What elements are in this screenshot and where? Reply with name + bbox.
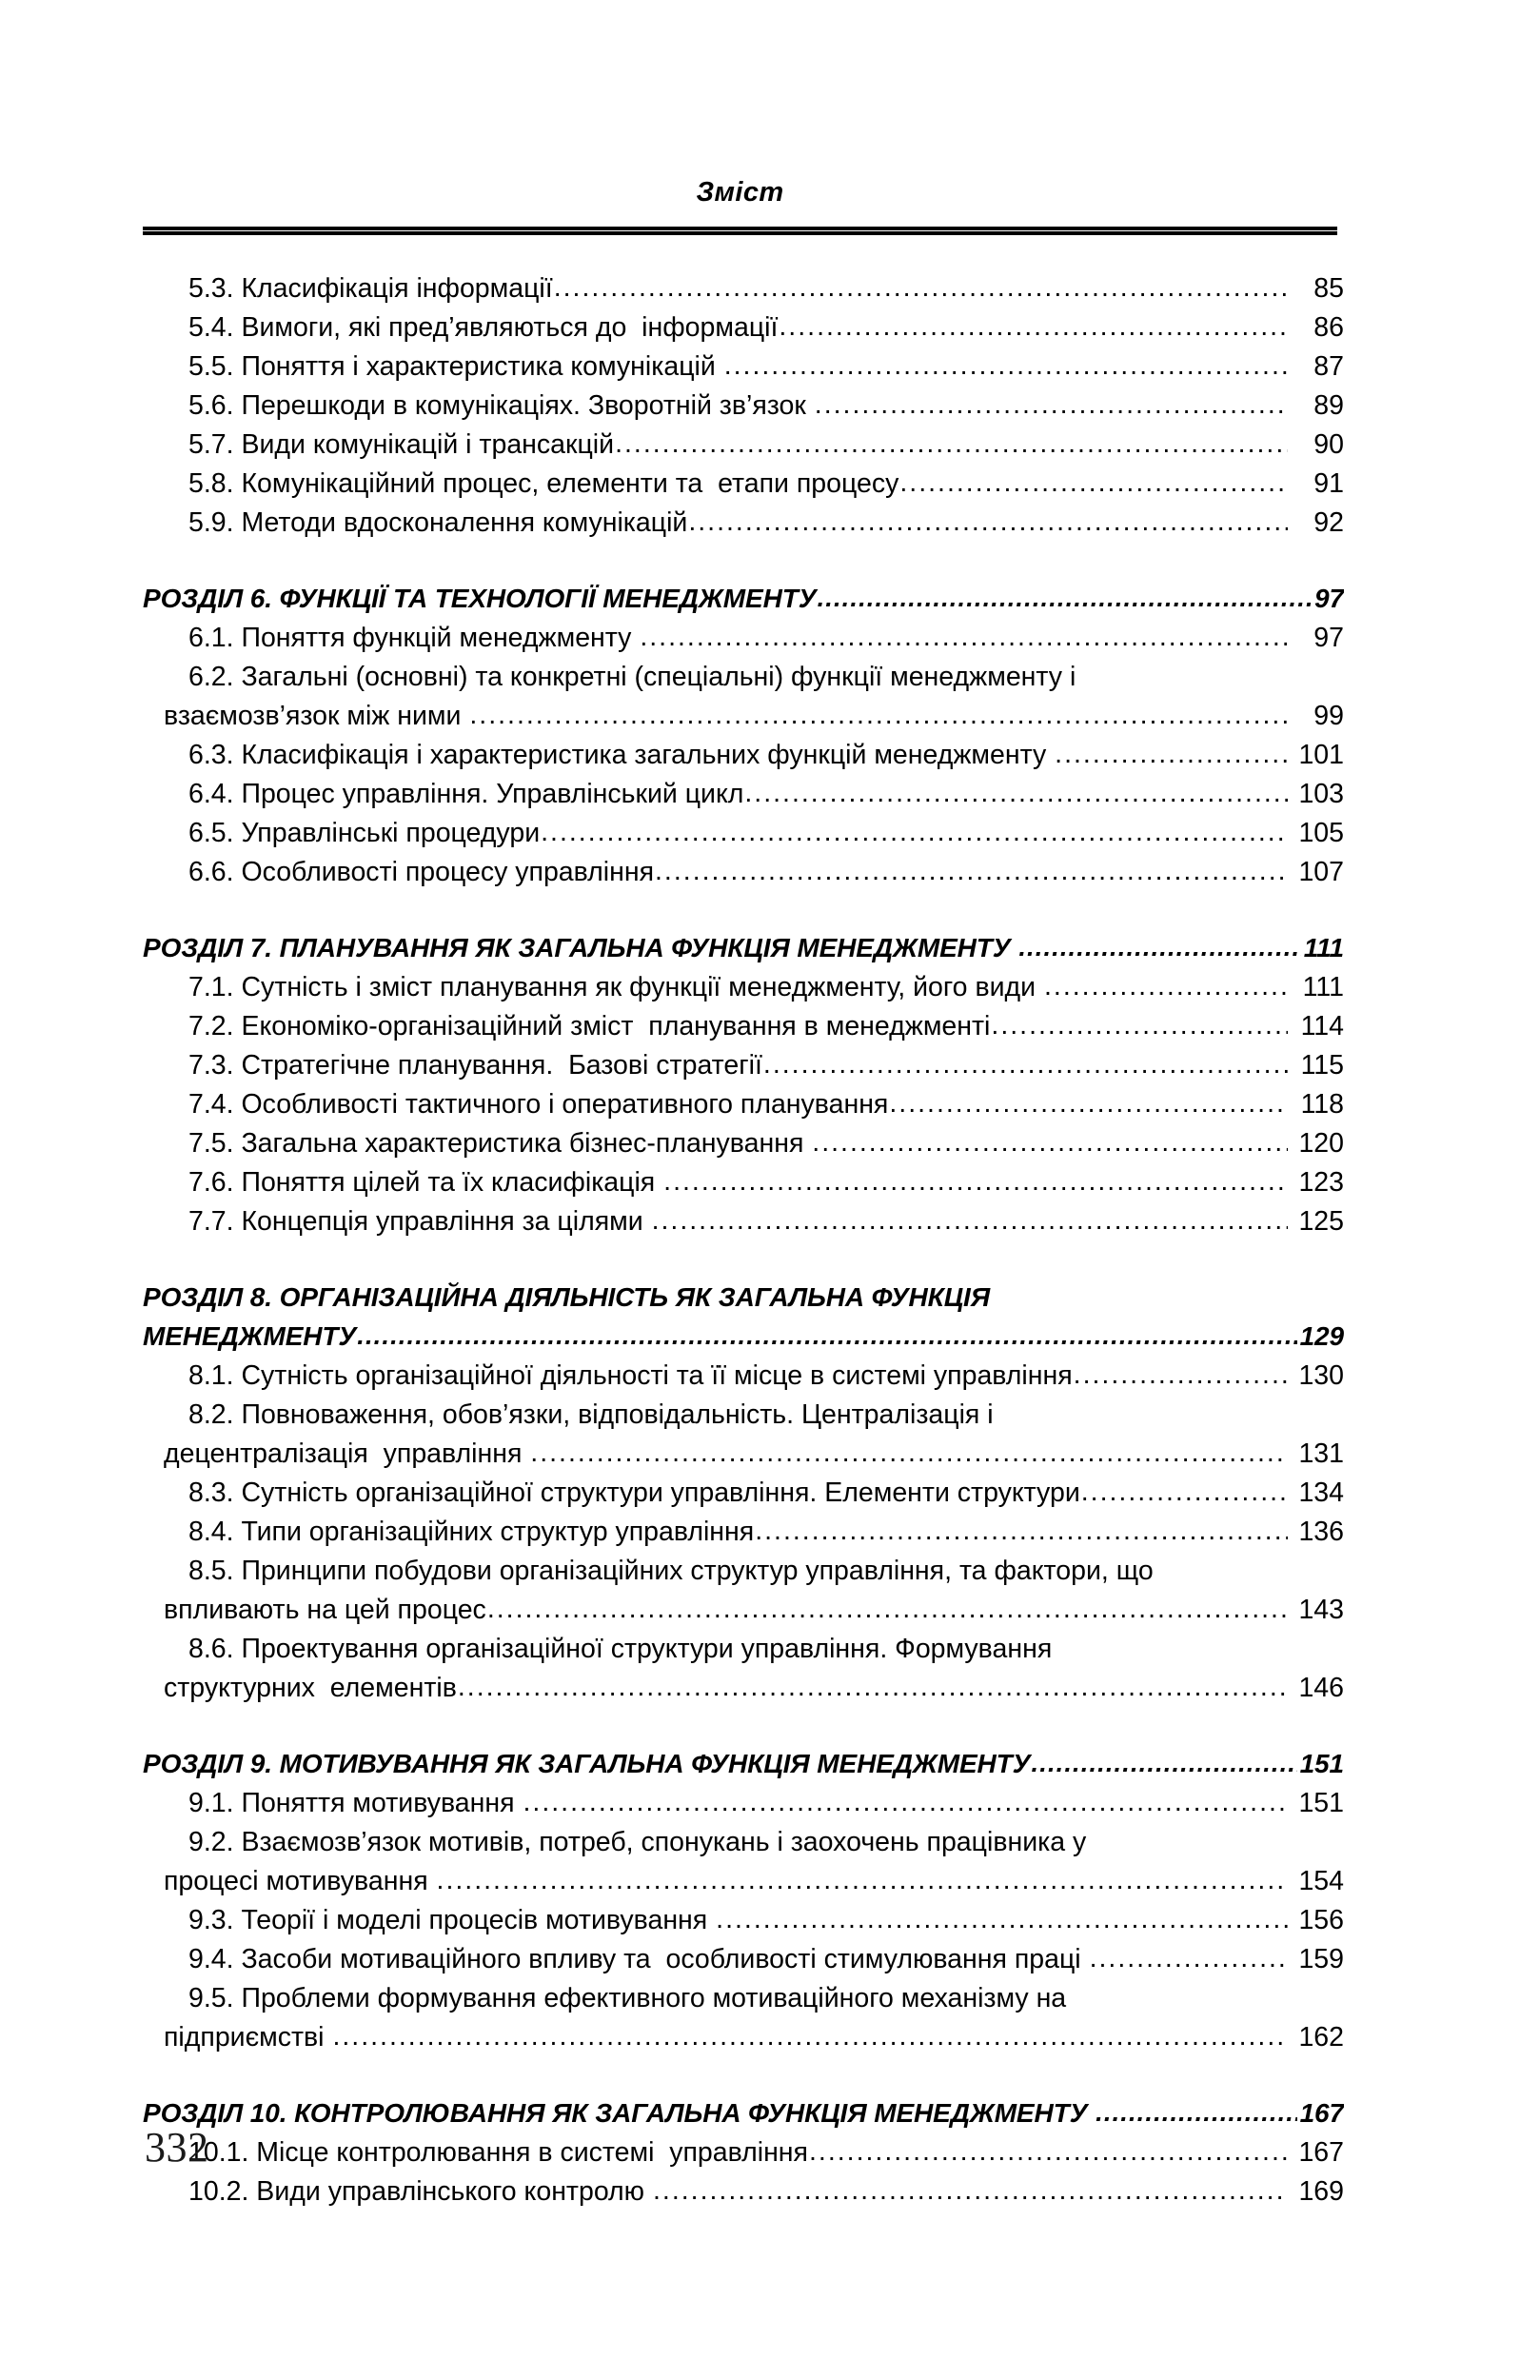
- toc-group-chapter-9: [143, 1744, 1344, 2057]
- toc-chapter-entry[interactable]: [143, 579, 1344, 619]
- toc-section-entry[interactable]: [143, 1823, 1344, 1862]
- toc-section-entry[interactable]: [143, 1085, 1344, 1124]
- toc-entry-label: 8.1. Сутність організаційної діяльності та її місце в системі управління: [188, 1360, 1073, 1391]
- toc-page-number: 129: [1299, 1321, 1344, 1351]
- toc-section-entry[interactable]: [143, 1669, 1344, 1708]
- toc-page-number: 136: [1298, 1517, 1344, 1547]
- toc-entry-label: 8.3. Сутність організаційної структури управління. Елементи структури: [188, 1478, 1080, 1508]
- toc-entry-label: 9.4. Засоби мотиваційного впливу та особливості стимулювання праці: [188, 1944, 1089, 1974]
- toc-entry-row: [143, 1317, 1344, 1357]
- toc-dot-leader: [991, 1007, 1288, 1045]
- toc-page-number: 169: [1298, 2176, 1344, 2207]
- toc-dot-leader: [554, 269, 1288, 307]
- toc-entry-row: [188, 2133, 1344, 2172]
- toc-entry-row: [188, 2172, 1344, 2211]
- toc-chapter-entry[interactable]: [143, 1744, 1344, 1784]
- toc-section-entry[interactable]: [143, 1202, 1344, 1241]
- toc-page-number: 92: [1313, 507, 1344, 538]
- toc-entry-label: РОЗДІЛ 10. КОНТРОЛЮВАННЯ ЯК ЗАГАЛЬНА ФУНКЦІЯ МЕНЕДЖМЕНТУ: [143, 2098, 1096, 2128]
- toc-entry-label: 8.4. Типи організаційних структур управління: [188, 1517, 755, 1547]
- toc-entry-row: [164, 697, 1344, 736]
- toc-page-number: 167: [1298, 2137, 1344, 2168]
- toc-entry-label: РОЗДІЛ 6. ФУНКЦІЇ ТА ТЕХНОЛОГІЇ МЕНЕДЖМЕНТУ: [143, 584, 817, 613]
- toc-page-number: 120: [1298, 1128, 1344, 1159]
- toc-group-chapter-7: [143, 928, 1344, 1241]
- toc-entry-label: 8.6. Проектування організаційної структури управління. Формування: [188, 1634, 1053, 1664]
- toc-section-entry[interactable]: [143, 968, 1344, 1007]
- toc-dot-leader: [458, 1669, 1288, 1707]
- toc-entry-row: [188, 1202, 1344, 1241]
- header-double-rule: [143, 227, 1337, 235]
- toc-entry-row: [188, 1940, 1344, 1979]
- toc-entry-row: [164, 1669, 1344, 1708]
- toc-page-number: 87: [1313, 351, 1344, 382]
- toc-dot-leader: [899, 465, 1288, 503]
- toc-entry-row: [188, 619, 1344, 658]
- toc-entry-label: РОЗДІЛ 7. ПЛАНУВАННЯ ЯК ЗАГАЛЬНА ФУНКЦІЯ МЕНЕДЖМЕНТУ: [143, 933, 1018, 962]
- toc-dot-leader: [1055, 736, 1288, 774]
- toc-dot-leader: [663, 1163, 1288, 1201]
- toc-section-entry[interactable]: [143, 1513, 1344, 1552]
- toc-dot-leader: [469, 697, 1288, 735]
- toc-dot-leader: [779, 308, 1288, 347]
- toc-dot-leader: [437, 1862, 1288, 1900]
- toc-page-number: 91: [1313, 468, 1344, 499]
- toc-dot-leader: [487, 1591, 1288, 1629]
- toc-page-number: 90: [1313, 429, 1344, 460]
- toc-page-number: 97: [1313, 623, 1344, 653]
- toc-page-number: 156: [1298, 1905, 1344, 1935]
- toc-dot-leader: [640, 619, 1288, 657]
- toc-section-entry[interactable]: [143, 1979, 1344, 2018]
- toc-entry-label: 7.4. Особливості тактичного і оперативного планування: [188, 1089, 889, 1120]
- toc-page-number: 151: [1299, 1749, 1344, 1778]
- toc-entry-row: [188, 1513, 1344, 1552]
- toc-entry-label: 9.2. Взаємозв’язок мотивів, потреб, спонукань і заохочень працівника у: [188, 1827, 1087, 1857]
- toc-entry-label: 10.2. Види управлінського контролю: [188, 2176, 652, 2207]
- toc-entry-label: 7.1. Сутність і зміст планування як функції менеджменту, його види: [188, 972, 1043, 1002]
- toc-dot-leader: [653, 2172, 1288, 2211]
- toc-entry-row: [164, 1435, 1344, 1474]
- toc-dot-leader: [818, 579, 1312, 618]
- toc-page-number: 114: [1300, 1011, 1344, 1041]
- toc-section-entry[interactable]: [143, 2172, 1344, 2211]
- toc-section-entry[interactable]: [143, 387, 1344, 426]
- toc-dot-leader: [763, 1046, 1288, 1084]
- toc-page-number: 97: [1314, 584, 1344, 613]
- toc-entry-label: 6.1. Поняття функцій менеджменту: [188, 623, 640, 653]
- toc-entry-row: [188, 426, 1344, 465]
- toc-entry-row: [188, 1007, 1344, 1046]
- toc-entry-label: 6.4. Процес управління. Управлінський цикл: [188, 779, 744, 809]
- toc-dot-leader: [724, 347, 1288, 386]
- toc-entry-label: РОЗДІЛ 8. ОРГАНІЗАЦІЙНА ДІЯЛЬНІСТЬ ЯК ЗАГАЛЬНА ФУНКЦІЯ: [143, 1282, 991, 1312]
- toc-page-number: 123: [1298, 1167, 1344, 1198]
- toc-entry-row: [188, 853, 1344, 892]
- toc-entry-row: [188, 1474, 1344, 1513]
- toc-entry-row: [143, 2093, 1344, 2133]
- toc-section-entry[interactable]: [143, 736, 1344, 775]
- toc-section-entry[interactable]: [143, 1862, 1344, 1901]
- toc-dot-leader: [1074, 1357, 1288, 1395]
- toc-entry-row: [188, 814, 1344, 853]
- toc-page-number: 85: [1313, 273, 1344, 304]
- toc-dot-leader: [357, 1317, 1296, 1356]
- toc-section-entry[interactable]: [143, 1901, 1344, 1940]
- toc-section-entry[interactable]: [143, 1474, 1344, 1513]
- toc-section-entry[interactable]: [143, 269, 1344, 308]
- toc-entry-row: [188, 1124, 1344, 1163]
- toc-dot-leader: [744, 775, 1288, 813]
- toc-entry-label: 5.4. Вимоги, які пред’являються до інформації: [188, 312, 779, 343]
- toc-entry-row: [188, 1357, 1344, 1396]
- toc-dot-leader: [523, 1784, 1288, 1822]
- toc-section-entry[interactable]: [143, 1940, 1344, 1979]
- toc-entry-row: [188, 1046, 1344, 1085]
- toc-dot-leader: [809, 2133, 1288, 2172]
- toc-entry-label: 10.1. Місце контролювання в системі управління: [188, 2137, 808, 2168]
- toc-chapter-entry[interactable]: [143, 928, 1344, 968]
- toc-group-chapter-6: [143, 579, 1344, 892]
- toc-entry-row: [188, 1163, 1344, 1202]
- toc-group-chapter-10: [143, 2093, 1344, 2211]
- toc-entry-label: 5.7. Види комунікацій і трансакцій: [188, 429, 615, 460]
- toc-entry-label: взаємозв’язок між ними: [164, 701, 469, 731]
- toc-entry-label: 5.9. Методи вдосконалення комунікацій: [188, 507, 688, 538]
- toc-section-entry[interactable]: [143, 697, 1344, 736]
- toc-dot-leader: [889, 1085, 1288, 1123]
- toc-page-number: 105: [1298, 818, 1344, 848]
- toc-entry-label: 7.7. Концепція управління за цілями: [188, 1206, 651, 1237]
- toc-section-entry[interactable]: [143, 1784, 1344, 1823]
- toc-page-number: 101: [1298, 740, 1344, 770]
- toc-entry-label: 7.5. Загальна характеристика бізнес-планування: [188, 1128, 812, 1159]
- toc-entry-label: РОЗДІЛ 9. МОТИВУВАННЯ ЯК ЗАГАЛЬНА ФУНКЦІЯ МЕНЕДЖМЕНТУ: [143, 1749, 1031, 1778]
- toc-dot-leader: [655, 853, 1288, 891]
- toc-entry-row: [188, 1901, 1344, 1940]
- toc-dot-leader: [1096, 2093, 1296, 2132]
- toc-group-chapter-8: [143, 1278, 1344, 1708]
- toc-dot-leader: [1018, 928, 1300, 967]
- toc-page-number: 86: [1313, 312, 1344, 343]
- toc-dot-leader: [541, 814, 1288, 852]
- toc-entry-label: 6.2. Загальні (основні) та конкретні (спеціальні) функції менеджменту і: [188, 662, 1076, 692]
- toc-page-number: 99: [1313, 701, 1344, 731]
- toc-dot-leader: [716, 1901, 1288, 1939]
- toc-entry-label: 5.8. Комунікаційний процес, елементи та етапи процесу: [188, 468, 899, 499]
- toc-section-entry[interactable]: [143, 1552, 1344, 1591]
- running-head: Зміст: [696, 177, 784, 208]
- toc-dot-leader: [530, 1435, 1288, 1473]
- toc-entry-label: впливають на цей процес: [164, 1595, 486, 1625]
- toc-entry-row: [143, 579, 1344, 619]
- toc-entry-row: [188, 1085, 1344, 1124]
- toc-entry-label: 6.3. Класифікація і характеристика загальних функцій менеджменту: [188, 740, 1055, 770]
- toc-entry-label: 9.1. Поняття мотивування: [188, 1788, 523, 1818]
- toc-section-entry[interactable]: [143, 619, 1344, 658]
- toc-entry-label: децентралізація управління: [164, 1438, 530, 1469]
- toc-section-entry[interactable]: [143, 1124, 1344, 1163]
- toc-dot-leader: [812, 1124, 1288, 1162]
- toc-page-number: 111: [1303, 933, 1344, 962]
- toc-entry-label: підприємстві: [164, 2022, 332, 2053]
- toc-dot-leader: [1032, 1744, 1297, 1783]
- toc-entry-row: [143, 1744, 1344, 1784]
- toc-entry-label: 8.5. Принципи побудови організаційних структур управління, та фактори, що: [188, 1556, 1154, 1586]
- page-folio: 332: [145, 2124, 209, 2171]
- toc-entry-label: 5.5. Поняття і характеристика комунікацій: [188, 351, 723, 382]
- toc-entry-row: [188, 736, 1344, 775]
- toc-entry-label: 5.3. Класифікація інформації: [188, 273, 553, 304]
- toc-entry-label: 9.3. Теорії і моделі процесів мотивування: [188, 1905, 716, 1935]
- toc-page-number: 130: [1298, 1360, 1344, 1391]
- toc-page-number: 103: [1298, 779, 1344, 809]
- toc-page-number: 107: [1298, 857, 1344, 887]
- toc-entry-label: 7.2. Економіко-організаційний зміст планування в менеджменті: [188, 1011, 991, 1041]
- toc-entry-row: [188, 1784, 1344, 1823]
- toc-entry-label: процесі мотивування: [164, 1866, 436, 1896]
- toc-page-number: 143: [1298, 1595, 1344, 1625]
- toc-page-number: 125: [1298, 1206, 1344, 1237]
- toc-entry-row: [164, 1591, 1344, 1630]
- toc-chapter-entry[interactable]: [143, 1317, 1344, 1357]
- toc-section-entry[interactable]: [143, 775, 1344, 814]
- toc-entry-row: [188, 465, 1344, 504]
- toc-entry-label: 6.5. Управлінські процедури: [188, 818, 541, 848]
- toc-page-number: 89: [1313, 390, 1344, 421]
- toc-entry-row: [188, 347, 1344, 387]
- toc-section-entry[interactable]: [143, 1007, 1344, 1046]
- toc-entry-row: [143, 928, 1344, 968]
- toc-section-entry[interactable]: [143, 1435, 1344, 1474]
- toc-dot-leader: [332, 2018, 1288, 2056]
- toc-entry-label: 9.5. Проблеми формування ефективного мотиваційного механізму на: [188, 1983, 1067, 2013]
- toc-entry-label: 7.3. Стратегічне планування. Базові стратегії: [188, 1050, 762, 1081]
- toc-page-number: 151: [1298, 1788, 1344, 1818]
- toc-page-number: 134: [1298, 1478, 1344, 1508]
- toc-entry-label: МЕНЕДЖМЕНТУ: [143, 1321, 357, 1351]
- toc-entry-label: структурних елементів: [164, 1673, 457, 1703]
- toc-section-entry[interactable]: [143, 2018, 1344, 2057]
- toc-page-number: 162: [1298, 2022, 1344, 2053]
- toc-section-entry[interactable]: [143, 1396, 1344, 1435]
- toc-dot-leader: [615, 426, 1288, 464]
- toc-entry-row: [164, 1862, 1344, 1901]
- toc-entry-label: 7.6. Поняття цілей та їх класифікація: [188, 1167, 663, 1198]
- toc-entry-row: [188, 504, 1344, 543]
- toc-section-entry[interactable]: [143, 853, 1344, 892]
- toc-page-number: 131: [1298, 1438, 1344, 1469]
- toc-section-entry[interactable]: [143, 1163, 1344, 1202]
- toc-entry-row: [164, 2018, 1344, 2057]
- toc-section-entry[interactable]: [143, 465, 1344, 504]
- toc-dot-leader: [755, 1513, 1288, 1551]
- toc-section-entry[interactable]: [143, 658, 1344, 697]
- toc-section-entry[interactable]: [143, 504, 1344, 543]
- toc-chapter-entry[interactable]: [143, 1278, 1344, 1317]
- toc-page-number: 118: [1300, 1089, 1344, 1120]
- toc-page-number: 167: [1299, 2098, 1344, 2128]
- toc-entry-label: 5.6. Перешкоди в комунікаціях. Зворотній зв’язок: [188, 390, 814, 421]
- toc-entry-label: 6.6. Особливості процесу управління: [188, 857, 655, 887]
- toc-section-entry[interactable]: [143, 1630, 1344, 1669]
- toc-page-number: 159: [1298, 1944, 1344, 1974]
- toc-page-number: 111: [1302, 972, 1344, 1002]
- toc-dot-leader: [1081, 1474, 1288, 1512]
- toc-section-entry[interactable]: [143, 814, 1344, 853]
- toc-section-entry[interactable]: [143, 308, 1344, 347]
- toc-section-entry[interactable]: [143, 426, 1344, 465]
- toc-entry-row: [188, 269, 1344, 308]
- toc-entry-row: [188, 968, 1344, 1007]
- toc-entry-row: [188, 308, 1344, 347]
- toc-entry-label: 8.2. Повноваження, обов’язки, відповідальність. Централізація і: [188, 1399, 994, 1430]
- toc-dot-leader: [688, 504, 1288, 542]
- toc-section-entry[interactable]: [143, 347, 1344, 387]
- toc-dot-leader: [652, 1202, 1288, 1240]
- toc-section-entry[interactable]: [143, 1357, 1344, 1396]
- toc-page-number: 154: [1298, 1866, 1344, 1896]
- toc-entry-row: [188, 387, 1344, 426]
- toc-entry-row: [188, 775, 1344, 814]
- toc-section-entry[interactable]: [143, 2133, 1344, 2172]
- toc-group-chapter-5-continued: [143, 269, 1344, 543]
- toc-section-entry[interactable]: [143, 1046, 1344, 1085]
- toc-dot-leader: [815, 387, 1288, 425]
- toc-page-number: 115: [1300, 1050, 1344, 1081]
- toc-dot-leader: [1044, 968, 1288, 1006]
- toc-page-number: 146: [1298, 1673, 1344, 1703]
- toc-chapter-entry[interactable]: [143, 2093, 1344, 2133]
- toc-section-entry[interactable]: [143, 1591, 1344, 1630]
- table-of-contents: [143, 269, 1344, 2211]
- toc-dot-leader: [1090, 1940, 1288, 1978]
